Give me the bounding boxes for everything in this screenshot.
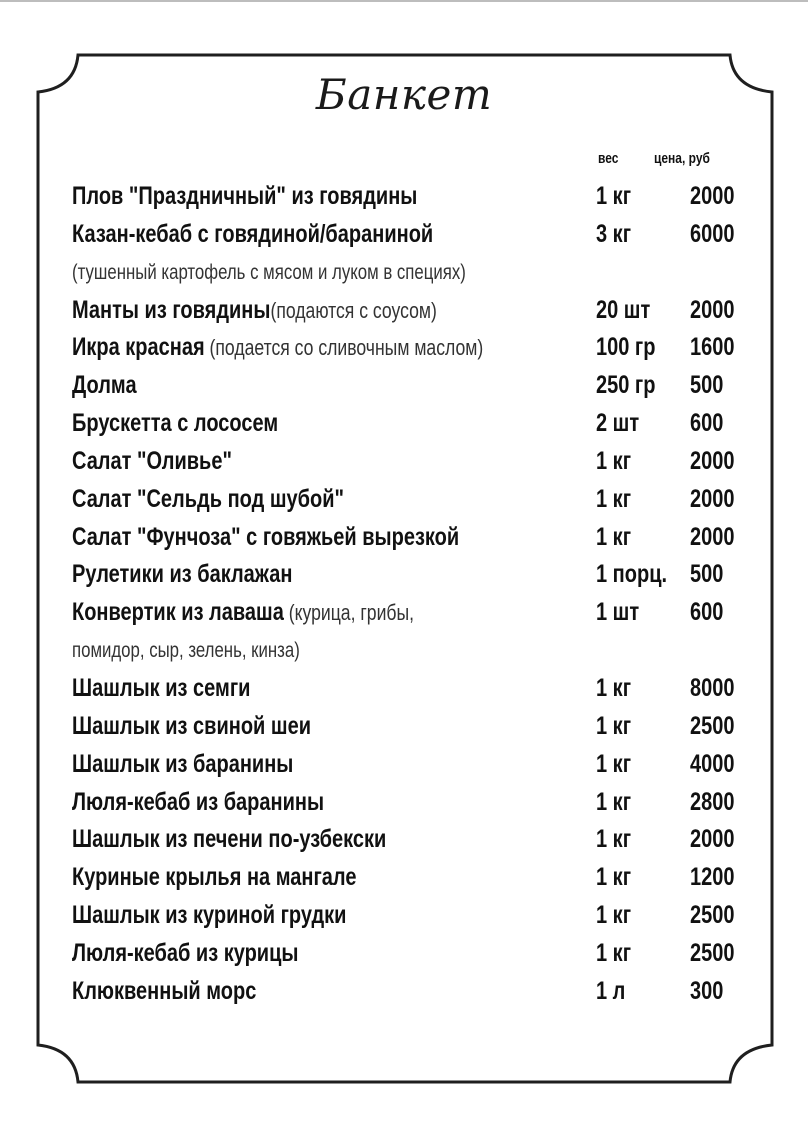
menu-item-weight: 1 кг (596, 938, 632, 967)
menu-item-name (72, 405, 278, 443)
menu-item-name (72, 784, 324, 822)
menu-item-description (72, 632, 752, 670)
menu-item (72, 519, 752, 557)
menu-item-title: Люля-кебаб из баранины (72, 787, 325, 816)
menu-item-title: Манты из говядины (72, 295, 271, 324)
menu-item (72, 973, 752, 1011)
menu-item-weight: 1 кг (596, 182, 632, 210)
menu-item (72, 859, 752, 897)
menu-item (72, 594, 752, 632)
menu-item (72, 784, 752, 822)
menu-item-weight: 2 шт (596, 409, 640, 438)
menu-item-title: Салат "Фунчоза" с говяжьей вырезкой (72, 522, 460, 551)
menu-item-price: 2000 (690, 446, 735, 475)
menu-item-title: Шашлык из свиной шеи (72, 711, 311, 740)
menu-item (72, 367, 752, 405)
menu-item-name (72, 329, 483, 367)
menu-item-price: 2800 (690, 787, 735, 816)
menu-item-title: Казан-кебаб с говядиной/бараниной (72, 219, 434, 248)
menu-item-price: 2000 (690, 295, 735, 324)
menu-title: Банкет (315, 70, 493, 119)
menu-item-title: Шашлык из печени по-узбекски (72, 825, 387, 854)
menu-item-name (72, 708, 311, 746)
menu-item-weight: 1 кг (596, 901, 632, 930)
menu-item-name (72, 178, 417, 216)
menu-item-note: (тушенный картофель с мясом и луком в специях) (72, 260, 466, 284)
menu-item (72, 556, 752, 594)
menu-item-note: (курица, грибы, (283, 600, 415, 626)
menu-item-title: Шашлык из баранины (72, 749, 294, 778)
menu-item-name (72, 670, 250, 708)
menu-item-title: Шашлык из семги (72, 673, 251, 702)
menu-item-name (72, 746, 293, 784)
menu-item (72, 670, 752, 708)
menu-item-title: Конвертик из лаваша (72, 598, 284, 627)
menu-item-price: 1600 (690, 333, 735, 362)
menu-item (72, 481, 752, 519)
menu-item-weight: 1 кг (596, 446, 632, 475)
menu-item-weight: 1 л (596, 976, 626, 1005)
menu-item-name (72, 519, 459, 557)
menu-item-price: 4000 (690, 749, 735, 778)
menu-item-weight: 20 шт (596, 295, 651, 324)
menu-item (72, 405, 752, 443)
menu-item-note: помидор, сыр, зелень, кинза) (72, 639, 300, 663)
menu-item-weight: 250 гр (596, 371, 656, 400)
menu-item-price: 6000 (690, 219, 735, 248)
menu-item-title: Икра красная (72, 333, 205, 362)
menu-item-weight: 1 кг (596, 863, 632, 892)
menu-item (72, 329, 752, 367)
menu-item-price: 500 (690, 560, 724, 589)
menu-item-name (72, 481, 344, 519)
menu-item (72, 292, 752, 330)
menu-item-title: Рулетики из баклажан (72, 560, 293, 589)
menu-item-weight: 1 кг (596, 711, 632, 740)
menu-item-title: Куриные крылья на мангале (72, 863, 357, 892)
menu-item-price: 600 (690, 409, 724, 438)
menu-item-name (72, 216, 433, 254)
menu-item-weight: 3 кг (596, 219, 632, 248)
menu-item-name (72, 821, 386, 859)
menu-item (72, 821, 752, 859)
menu-item-weight: 1 кг (596, 673, 632, 702)
menu-item-price: 2000 (690, 522, 735, 551)
menu-item-title: Шашлык из куриной грудки (72, 901, 347, 930)
menu-item-price: 2500 (690, 711, 735, 740)
menu-item-price: 2500 (690, 938, 735, 967)
menu-item-weight: 1 кг (596, 749, 632, 778)
menu-item-note: (подается со сливочным маслом) (204, 335, 484, 361)
menu-item-name (72, 367, 137, 405)
menu-item-weight: 1 шт (596, 598, 640, 627)
menu-item-name (72, 443, 232, 481)
weight-column-header: вес (598, 150, 619, 167)
menu-item (72, 216, 752, 254)
menu-item-name (72, 556, 292, 594)
menu-item (72, 178, 752, 216)
menu-item-weight: 1 кг (596, 825, 632, 854)
menu-item (72, 443, 752, 481)
menu-item-price: 2000 (690, 825, 735, 854)
menu-item-description (72, 254, 752, 292)
menu-item-price: 2000 (690, 484, 735, 513)
menu-item-weight: 1 кг (596, 787, 632, 816)
menu-item-price: 2500 (690, 901, 735, 930)
menu-item-name (72, 973, 256, 1011)
menu-item-weight: 1 кг (596, 484, 632, 513)
menu-item-price: 2000 (690, 182, 735, 210)
menu-item-title: Долма (72, 371, 137, 400)
menu-item (72, 708, 752, 746)
menu-item (72, 935, 752, 973)
menu-item-name (72, 897, 346, 935)
menu-item-name (72, 292, 437, 330)
menu-item-weight: 100 гр (596, 333, 656, 362)
menu-item-name (72, 859, 356, 897)
menu-list (72, 178, 752, 1011)
menu-item-price: 300 (690, 976, 724, 1005)
menu-item-title: Люля-кебаб из курицы (72, 938, 299, 967)
menu-item-title: Салат "Оливье" (72, 446, 232, 475)
menu-item (72, 897, 752, 935)
menu-item-title: Плов "Праздничный" из говядины (72, 182, 418, 210)
menu-item-weight: 1 порц. (596, 560, 668, 589)
menu-item (72, 746, 752, 784)
menu-item-price: 8000 (690, 673, 735, 702)
menu-item-name (72, 594, 414, 632)
menu-item-title: Салат "Сельдь под шубой" (72, 484, 345, 513)
menu-item-price: 500 (690, 371, 724, 400)
menu-item-note: (подаются с соусом) (270, 297, 437, 323)
menu-item-weight: 1 кг (596, 522, 632, 551)
menu-item-name (72, 935, 298, 973)
menu-item-price: 600 (690, 598, 724, 627)
price-column-header: цена, руб (654, 150, 710, 167)
menu-item-title: Брускетта с лососем (72, 409, 279, 438)
menu-item-title: Клюквенный морс (72, 976, 257, 1005)
menu-item-price: 1200 (690, 863, 735, 892)
